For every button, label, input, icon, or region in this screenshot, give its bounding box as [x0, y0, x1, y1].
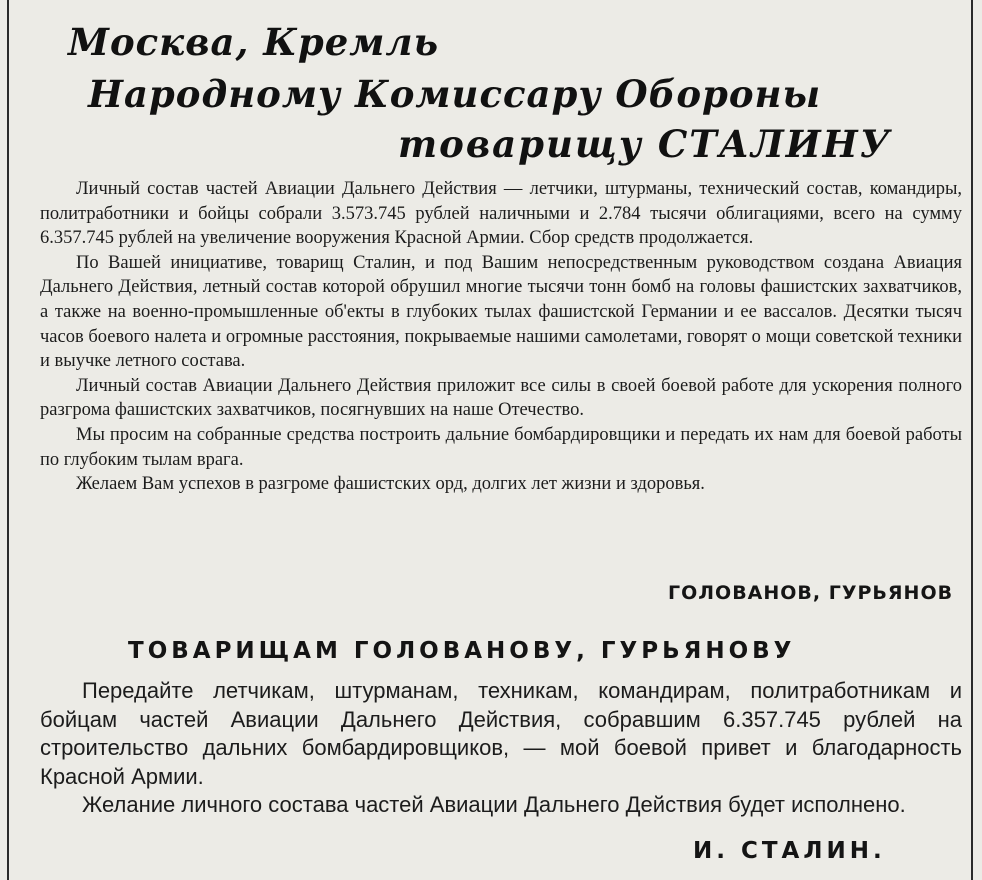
column-rule-left [7, 0, 9, 880]
telegram-paragraph: Личный состав Авиации Дальнего Действия приложит все силы в своей боевой работе для ускорения полного разгрома фашистских захватчиков, посягнувших на наше Отечество. [40, 375, 962, 421]
telegram-paragraph: Желаем Вам успехов в разгроме фашистских орд, долгих лет жизни и здоровья. [76, 474, 705, 495]
telegram-paragraph: Личный состав частей Авиации Дальнего Действия — летчики, штурманы, технический состав, командиры, политработники и бойцы собрали 3.573.745 рублей наличными и 2.784 тысячи облигациями, всего на сумму 6.357.745 рублей на увеличение вооружения Красной Армии. Сбор средств продолжается. [40, 179, 962, 249]
reply-paragraph: Желание личного состава частей Авиации Дальнего Действия будет исполнено. [82, 792, 906, 817]
telegram-paragraph: По Вашей инициативе, товарищ Сталин, и под Вашим непосредственным руководством создана Авиация Дальнего Действия, летный состав которой обрушил многие тысячи тонн бомб на головы фашистских захватчиков, а также на военно-промышленные об'екты в глубоких тылах фашистской Германии и ее вассалов. Десятки тысяч часов боевого налета и огромные расстояния, покрываемые нашими самолетами, говорят о мощи советской техники и выучке летного состава. [40, 252, 962, 372]
reply-body [40, 677, 962, 820]
reply-signature: И. СТАЛИН. [693, 838, 886, 864]
telegram-body [40, 177, 962, 497]
telegram-paragraph: Мы просим на собранные средства построить дальние бомбардировщики и передать их нам для боевой работы по глубоким тылам врага. [40, 424, 962, 470]
telegram-address-line: Москва, Кремль [68, 20, 439, 64]
telegram-signature: ГОЛОВАНОВ, ГУРЬЯНОВ [668, 582, 954, 604]
reply-paragraph: Передайте летчикам, штурманам, техникам, командирам, политработникам и бойцам частей Авиации Дальнего Действия, собравшим 6.357.745 рублей на строительство дальних бомбардировщиков, — мой боевой привет и благодарность Красной Армии. [40, 678, 962, 789]
telegram-recipient-name: товарищу СТАЛИНУ [398, 122, 892, 166]
reply-heading: ТОВАРИЩАМ ГОЛОВАНОВУ, ГУРЬЯНОВУ [128, 638, 796, 664]
column-rule-right [971, 0, 973, 880]
telegram-recipient-title: Народному Комиссару Обороны [88, 72, 822, 116]
